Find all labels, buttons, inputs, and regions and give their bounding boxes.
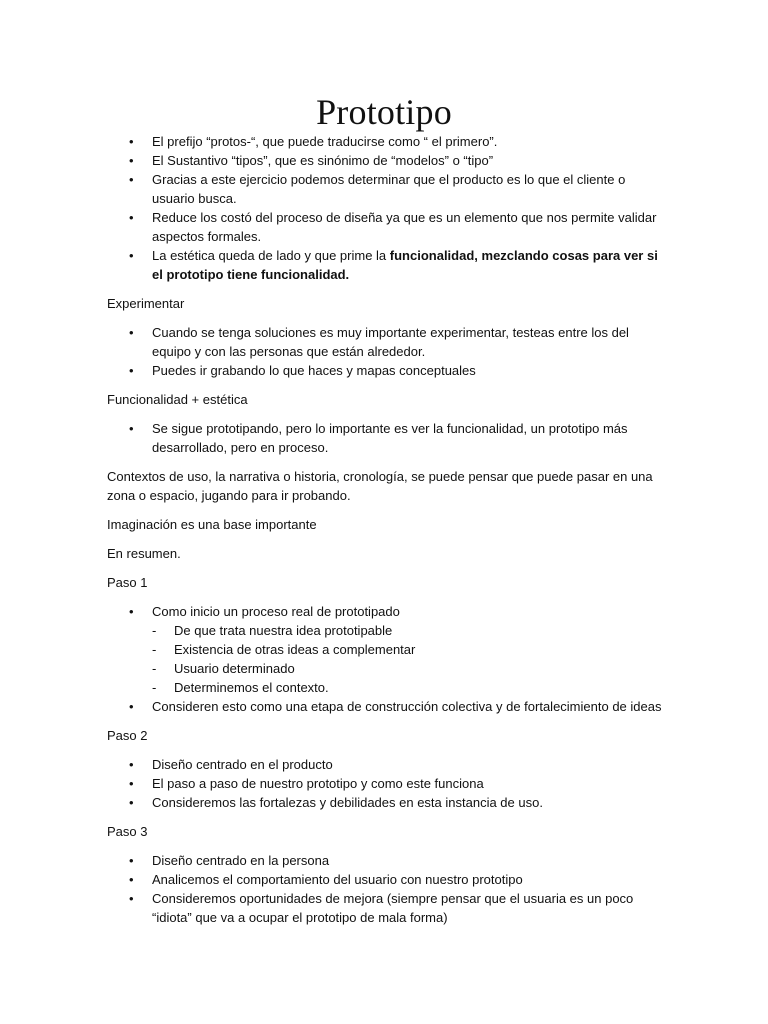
paso3-list <box>107 851 667 927</box>
list-item: • Consideremos las fortalezas y debilidades en esta instancia de uso. <box>107 793 667 812</box>
section-heading-paso-3: Paso 3 <box>107 824 148 839</box>
section-heading-paso-1: Paso 1 <box>107 575 148 590</box>
paragraph-resumen: En resumen. <box>107 546 181 561</box>
paso2-list <box>107 755 667 812</box>
document-body <box>107 132 667 927</box>
plain-text: La estética queda de lado y que prime la <box>152 248 390 263</box>
list-item: • El paso a paso de nuestro prototipo y como este funciona <box>107 774 667 793</box>
sub-list-item: - De que trata nuestra idea prototipable <box>152 621 667 640</box>
list-item: • Diseño centrado en el producto <box>107 755 667 774</box>
page-title: Prototipo <box>316 92 452 132</box>
experimentar-list <box>107 323 667 380</box>
paragraph-imaginacion: Imaginación es una base importante <box>107 517 317 532</box>
sub-list-item: - Usuario determinado <box>152 659 667 678</box>
list-item: • Diseño centrado en la persona <box>107 851 667 870</box>
list-item: • Cuando se tenga soluciones es muy importante experimentar, testeas entre los del equipo y con las personas que están alrededor. <box>107 323 667 361</box>
funcionalidad-list <box>107 419 667 457</box>
intro-list <box>107 132 667 284</box>
list-item <box>107 602 667 697</box>
bold-text: funcionalidad, mezclando cosas para ver si el prototipo tiene funcionalidad. <box>152 248 658 282</box>
sub-list-item: - Determinemos el contexto. <box>152 678 667 697</box>
list-item: • El Sustantivo “tipos”, que es sinónimo de “modelos” o “tipo” <box>107 151 667 170</box>
list-item: • Consideremos oportunidades de mejora (siempre pensar que el usuaria es un poco “idiota” que va a ocupar el prototipo de mala forma) <box>107 889 667 927</box>
list-item-text: Como inicio un proceso real de prototipado <box>152 604 400 619</box>
list-item: • Se sigue prototipando, pero lo importante es ver la funcionalidad, un prototipo más desarrollado, pero en proceso. <box>107 419 667 457</box>
section-heading-funcionalidad: Funcionalidad + estética <box>107 392 248 407</box>
list-item <box>107 246 667 284</box>
list-item: • Reduce los costó del proceso de diseña ya que es un elemento que nos permite validar aspectos formales. <box>107 208 667 246</box>
list-item: • Puedes ir grabando lo que haces y mapas conceptuales <box>107 361 667 380</box>
list-item: • El prefijo “protos-“, que puede traducirse como “ el primero”. <box>107 132 667 151</box>
list-item: • Analicemos el comportamiento del usuario con nuestro prototipo <box>107 870 667 889</box>
list-item: • Gracias a este ejercicio podemos determinar que el producto es lo que el cliente o usuario busca. <box>107 170 667 208</box>
section-heading-paso-2: Paso 2 <box>107 728 148 743</box>
paso1-list <box>107 602 667 716</box>
paragraph-contextos: Contextos de uso, la narrativa o historia, cronología, se puede pensar que puede pasar en una zona o espacio, jugando para ir probando. <box>107 469 653 503</box>
sub-list-item: - Existencia de otras ideas a complementar <box>152 640 667 659</box>
paso1-sublist <box>152 621 667 697</box>
section-heading-experimentar: Experimentar <box>107 296 185 311</box>
list-item: • Consideren esto como una etapa de construcción colectiva y de fortalecimiento de ideas <box>107 697 667 716</box>
